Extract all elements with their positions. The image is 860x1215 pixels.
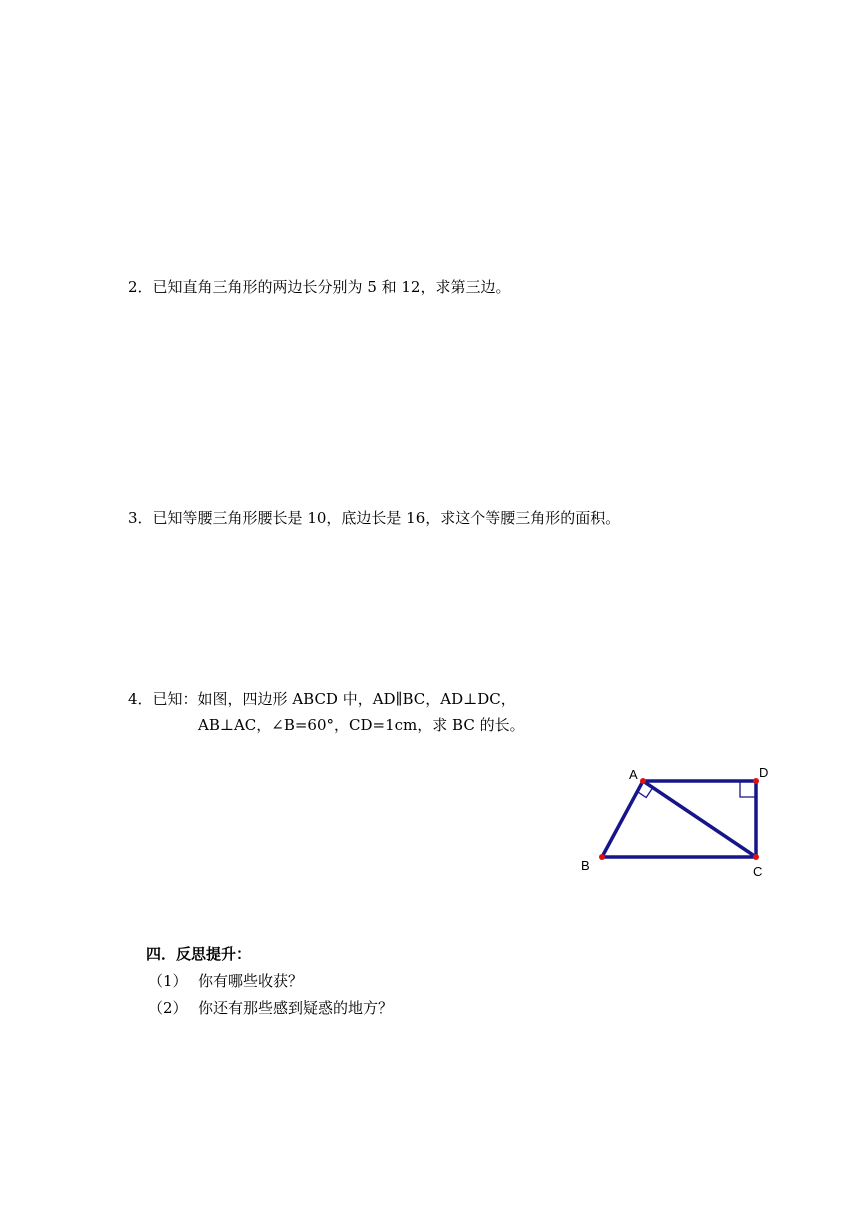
reflection-item [148, 998, 393, 1018]
edge-ab [602, 781, 643, 857]
right-angle-mark-d [740, 781, 756, 797]
reflection-item [148, 971, 303, 991]
problem-4-text-line2: AB⊥AC，∠B=60°，CD=1cm，求 BC 的长。 [198, 716, 525, 734]
quadrilateral-abcd-figure [570, 760, 790, 890]
problem-4-text-line1: 4．已知：如图，四边形 ABCD 中，AD∥BC，AD⊥DC， [128, 690, 516, 708]
vertex-d-label: D [759, 765, 769, 780]
vertex-a-dot [640, 778, 646, 784]
vertex-c-dot [753, 854, 759, 860]
reflection-item-text: 你还有那些感到疑惑的地方？ [198, 999, 394, 1017]
vertex-c-label: C [753, 864, 763, 879]
reflection-item-number: （2） [148, 999, 188, 1017]
vertex-a-label: A [629, 767, 638, 782]
diagonal-ac [643, 781, 756, 857]
reflection-item-text: 你有哪些收获？ [198, 972, 304, 990]
reflection-item-number: （1） [148, 972, 188, 990]
problem-3-text: 3．已知等腰三角形腰长是 10，底边长是 16，求这个等腰三角形的面积。 [128, 509, 621, 527]
vertex-b-label: B [581, 858, 590, 873]
vertex-b-dot [599, 854, 605, 860]
problem-2-text: 2．已知直角三角形的两边长分别为 5 和 12，求第三边。 [128, 278, 511, 296]
reflection-heading: 四．反思提升： [146, 945, 252, 963]
